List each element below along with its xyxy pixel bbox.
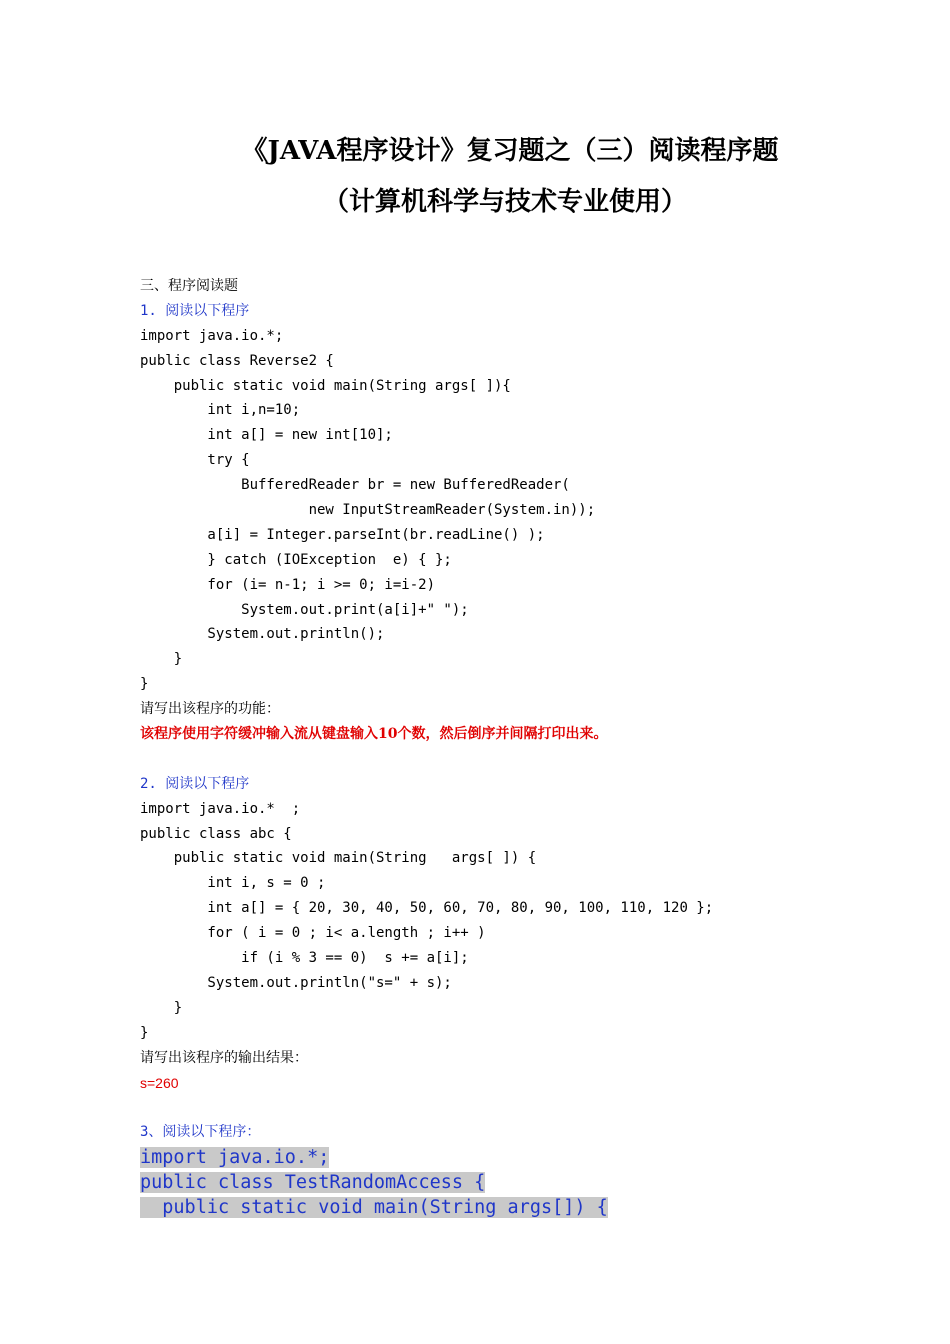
document-body (140, 274, 900, 1220)
code-line: public class abc { (140, 825, 292, 842)
code-line: BufferedReader br = new BufferedReader( (140, 477, 570, 494)
code-line: int i,n=10; (140, 402, 301, 419)
q2-code-block (140, 797, 900, 1046)
code-line: for ( i = 0 ; i< a.length ; i++ ) (140, 925, 486, 942)
code-line: public class TestRandomAccess { (140, 1172, 486, 1194)
code-line: int i, s = 0 ; (140, 875, 326, 892)
code-line: } (140, 1024, 149, 1041)
code-line: int a[] = { 20, 30, 40, 50, 60, 70, 80, 90, 100, 110, 120 }; (140, 900, 714, 917)
code-line: for (i= n-1; i >= 0; i=i-2) (140, 576, 436, 593)
q1-heading: 1. 阅读以下程序 (140, 302, 250, 319)
q3-code-block (140, 1145, 900, 1220)
code-line: public static void main(String args[ ]){ (140, 377, 511, 394)
code-line: public static void main(String args[]) { (140, 1197, 608, 1219)
q1-prompt: 请写出该程序的功能： (140, 701, 280, 718)
code-line: public class Reverse2 { (140, 352, 334, 369)
code-line: int a[] = new int[10]; (140, 427, 393, 444)
q2-answer: s=260 (140, 1074, 179, 1091)
q3-heading: 3、阅读以下程序： (140, 1124, 261, 1141)
code-line: import java.io.* ; (140, 800, 301, 817)
code-line: } (140, 999, 183, 1016)
spacer (140, 747, 900, 772)
code-line: import java.io.*; (140, 1147, 330, 1169)
code-line: new InputStreamReader(System.in)); (140, 502, 596, 519)
code-line: } (140, 676, 149, 693)
document-subtitle: （计算机科学与技术专业使用） (322, 187, 687, 217)
code-line: try { (140, 452, 250, 469)
code-line: } (140, 651, 183, 668)
code-line: if (i % 3 == 0) s += a[i]; (140, 950, 469, 967)
document-title: 《JAVA程序设计》复习题之（三）阅读程序题 (241, 136, 779, 166)
q1-code-block (140, 324, 900, 697)
code-line: } catch (IOException e) { }; (140, 551, 452, 568)
code-line: System.out.println("s=" + s); (140, 974, 452, 991)
code-line: a[i] = Integer.parseInt(br.readLine() ); (140, 526, 545, 543)
section-heading: 三、程序阅读题 (140, 278, 238, 294)
spacer (140, 1095, 900, 1120)
q2-heading: 2. 阅读以下程序 (140, 775, 250, 792)
code-line: public static void main(String args[ ]) { (140, 850, 537, 867)
q1-answer: 该程序使用字符缓冲输入流从键盘输入10个数，然后倒序并间隔打印出来。 (140, 726, 608, 743)
code-line: System.out.println(); (140, 626, 385, 643)
q2-prompt: 请写出该程序的输出结果： (140, 1049, 308, 1066)
code-line: System.out.print(a[i]+" "); (140, 601, 469, 618)
code-line: import java.io.*; (140, 327, 284, 344)
